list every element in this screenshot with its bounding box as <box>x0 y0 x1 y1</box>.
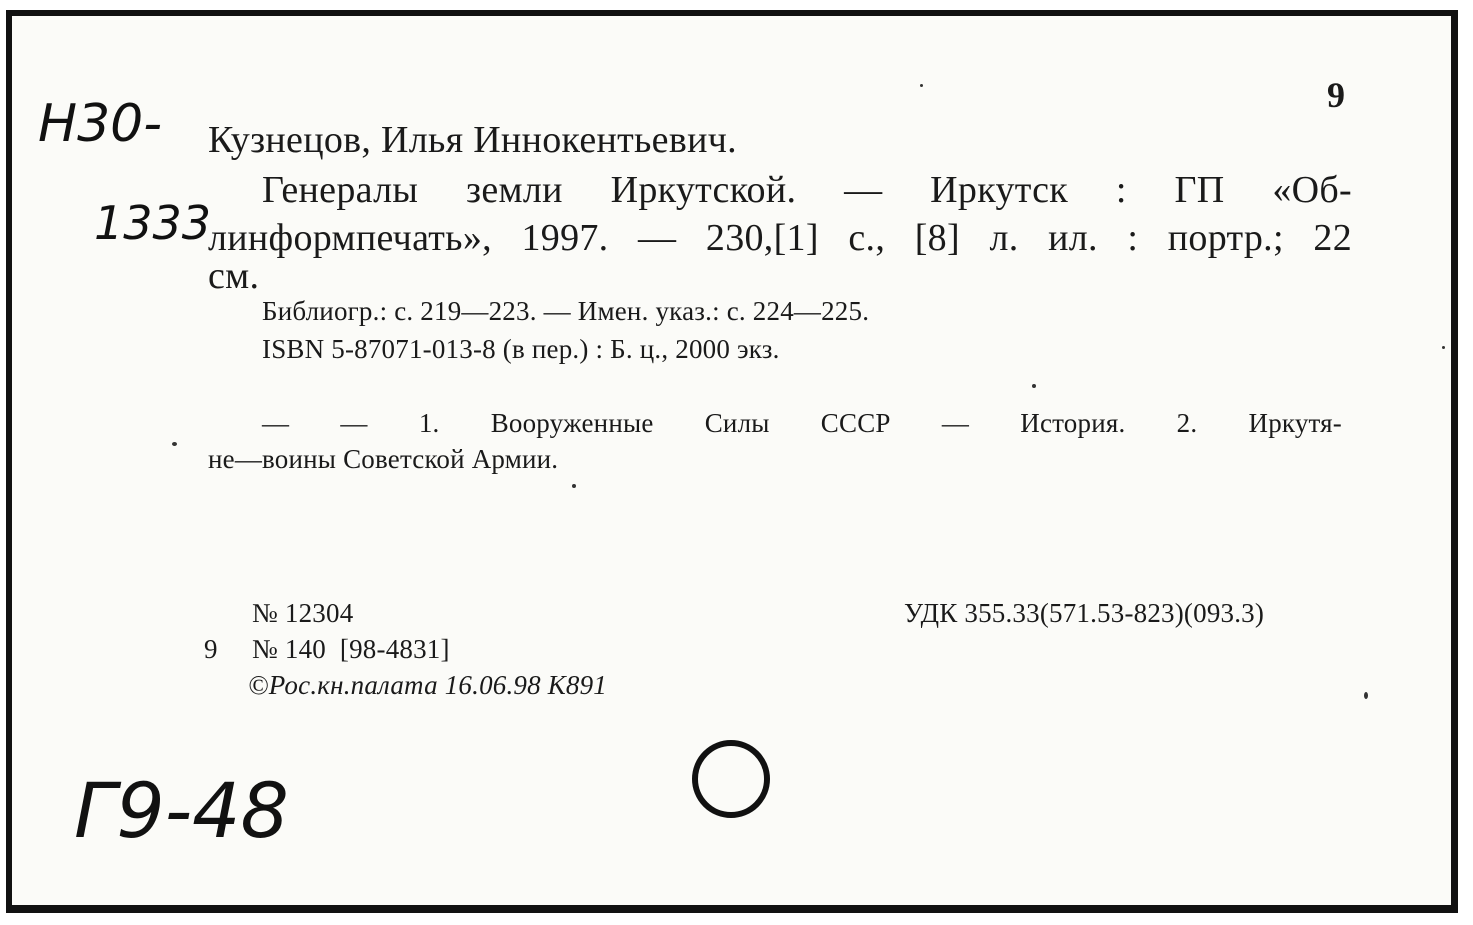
footer-number-1: № 12304 <box>252 598 354 628</box>
scan-speck <box>572 484 576 488</box>
entry-title-line-2: линформпечать», 1997. — 230,[1] с., [8] л. ил. : портр.; 22 <box>208 217 1352 259</box>
handwritten-code-top: Н30- <box>38 94 163 154</box>
catalog-card <box>6 10 1458 913</box>
scan-speck <box>1364 692 1368 699</box>
footer-copyright: ©Рос.кн.палата 16.06.98 К891 <box>248 670 607 700</box>
footer-number-2-prefix: 9 <box>204 634 218 664</box>
scan-speck <box>920 84 923 87</box>
entry-note-isbn: ISBN 5-87071-013-8 (в пер.) : Б. ц., 2000 экз. <box>262 334 780 364</box>
footer-udk: УДК 355.33(571.53-823)(093.3) <box>904 598 1265 628</box>
footer-number-2: № 140 [98-4831] <box>252 634 450 664</box>
scan-speck <box>1442 346 1445 349</box>
handwritten-code-bottom: 1333 <box>94 196 212 250</box>
entry-note-bibliography: Библиогр.: с. 219—223. — Имен. указ.: с. 224—225. <box>262 296 870 326</box>
entry-subjects-line-2: не—воины Советской Армии. <box>208 444 559 474</box>
entry-subjects-line-1: — — 1. Вооруженные Силы СССР — История. 2. Иркутя- <box>262 408 1342 438</box>
page-number: 9 <box>1327 75 1346 115</box>
punch-hole-circle <box>692 740 770 818</box>
entry-title-line-1: Генералы земли Иркутской. — Иркутск : ГП «Об- <box>262 169 1352 211</box>
scan-speck <box>172 442 177 446</box>
entry-title-line-3: см. <box>208 255 260 297</box>
entry-author: Кузнецов, Илья Иннокентьевич. <box>208 119 737 161</box>
handwritten-code-footer: Г9-48 <box>74 766 289 855</box>
scan-speck <box>1032 384 1036 388</box>
